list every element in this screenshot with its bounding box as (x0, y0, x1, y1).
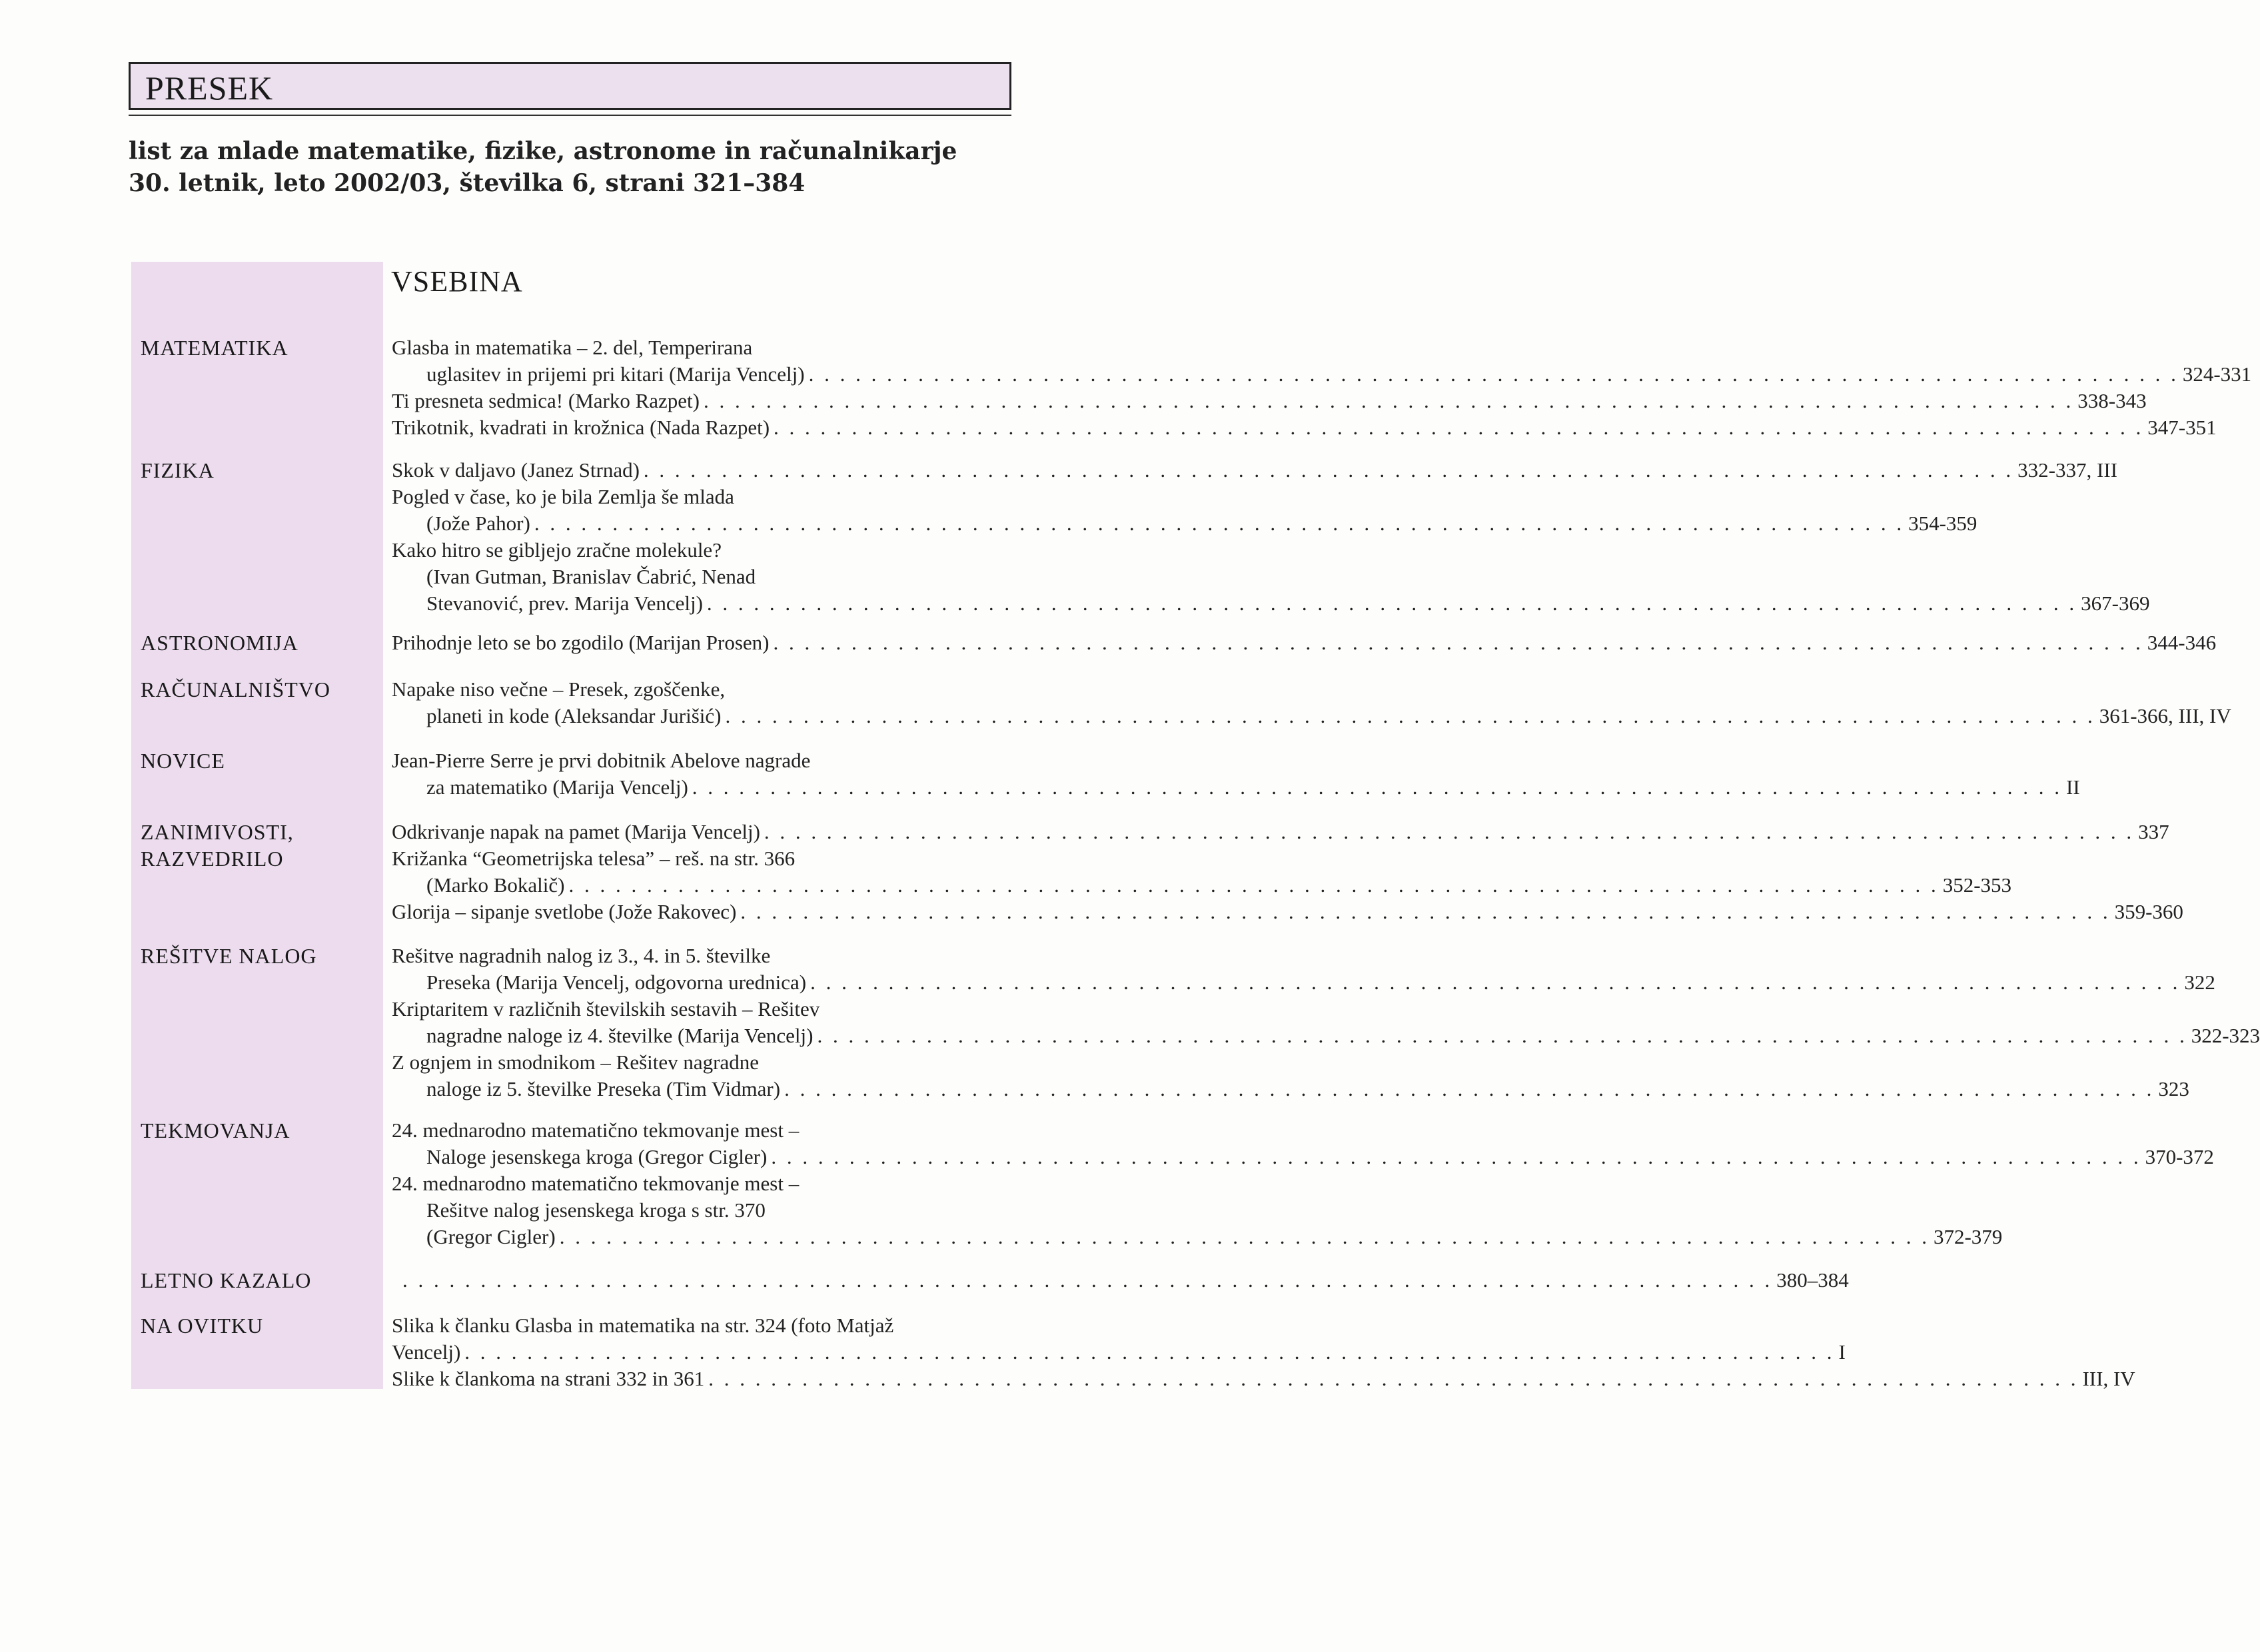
entry-pages: 344-346 (2147, 631, 2217, 654)
entry-title: nagradne naloge iz 4. številke (Marija Vencelj) (426, 1024, 814, 1047)
entry-pages: 323 (2158, 1077, 2189, 1100)
leader-dots: . . . . . . . . . . . . . . . . . . . . . . . . . . . . . . . . . . . . . . . . . . . . . . . . . . . . . . . . . . . . . . . . . . . . . . . . . . . . . . . . . . . . . . . . (725, 704, 2095, 727)
leader-dots: . . . . . . . . . . . . . . . . . . . . . . . . . . . . . . . . . . . . . . . . . . . . . . . . . . . . . . . . . . . . . . . . . . . . . . . . . . . . . . . . . . . . . . . . (817, 1024, 2187, 1047)
entry-title: Vencelj) (392, 1340, 461, 1364)
toc-line: Križanka “Geometrijska telesa” – reš. na str. 366 (392, 847, 796, 870)
subtitle-line-2: 30. letnik, leto 2002/03, številka 6, strani 321–384 (129, 169, 806, 197)
toc-entry (426, 590, 2150, 617)
toc-entry (392, 414, 2217, 441)
toc-line: 24. mednarodno matematično tekmovanje mest – (392, 1172, 800, 1195)
toc-line: 24. mednarodno matematično tekmovanje mest – (392, 1118, 800, 1142)
toc-line: Kriptaritem v različnih številskih sestavih – Rešitev (392, 997, 820, 1021)
entry-pages: II (2066, 775, 2080, 799)
toc-entry (392, 819, 2169, 845)
toc-entry (392, 388, 2147, 414)
leader-dots: . . . . . . . . . . . . . . . . . . . . . . . . . . . . . . . . . . . . . . . . . . . . . . . . . . . . . . . . . . . . . . . . . . . . . . . . . . . . . . . . . . . . . . . . (704, 389, 2074, 412)
leader-dots: . . . . . . . . . . . . . . . . . . . . . . . . . . . . . . . . . . . . . . . . . . . . . . . . . . . . . . . . . . . . . . . . . . . . . . . . . . . . . . . . . . . . . . . . (534, 512, 1905, 535)
leader-dots: . . . . . . . . . . . . . . . . . . . . . . . . . . . . . . . . . . . . . . . . . . . . . . . . . . . . . . . . . . . . . . . . . . . . . . . . . . . . . . . . . . . . . . . . (706, 592, 2077, 615)
leader-dots: . . . . . . . . . . . . . . . . . . . . . . . . . . . . . . . . . . . . . . . . . . . . . . . . . . . . . . . . . . . . . . . . . . . . . . . . . . . . . . . . . . . . . . . . (568, 873, 1939, 897)
toc-entry (426, 1144, 2214, 1170)
leader-dots: . . . . . . . . . . . . . . . . . . . . . . . . . . . . . . . . . . . . . . . . . . . . . . . . . . . . . . . . . . . . . . . . . . . . . . . . . . . . . . . . . . . . . . . . (464, 1340, 1835, 1364)
entry-pages: 367-369 (2081, 592, 2150, 615)
contents-heading: VSEBINA (391, 265, 523, 298)
entry-pages: 322 (2184, 971, 2215, 994)
entry-title: Trikotnik, kvadrati in krožnica (Nada Razpet) (392, 416, 770, 439)
entry-title: uglasitev in prijemi pri kitari (Marija Vencelj) (426, 362, 805, 386)
toc-entry (392, 1267, 1849, 1294)
entry-title: (Jože Pahor) (426, 512, 530, 535)
leader-dots: . . . . . . . . . . . . . . . . . . . . . . . . . . . . . . . . . . . . . . . . . . . . . . . . . . . . . . . . . . . . . . . . . . . . . . . . . . . . . . . . . . . . . . . . (771, 1145, 2141, 1168)
section-label: RAČUNALNIŠTVO (141, 677, 330, 701)
entry-pages: 324-331 (2182, 362, 2252, 386)
entry-pages: 347-351 (2147, 416, 2217, 439)
entry-title: planeti in kode (Aleksandar Jurišić) (426, 704, 722, 727)
entry-pages: 338-343 (2077, 389, 2147, 412)
leader-dots: . . . . . . . . . . . . . . . . . . . . . . . . . . . . . . . . . . . . . . . . . . . . . . . . . . . . . . . . . . . . . . . . . . . . . . . . . . . . . . . . . . . . . . . . (692, 775, 2063, 799)
toc-line: Rešitve nagradnih nalog iz 3., 4. in 5. številke (392, 944, 771, 967)
section-label: REŠITVE NALOG (141, 944, 317, 968)
toc-line: Slika k članku Glasba in matematika na str. 324 (foto Matjaž (392, 1314, 894, 1337)
leader-dots: . . . . . . . . . . . . . . . . . . . . . . . . . . . . . . . . . . . . . . . . . . . . . . . . . . . . . . . . . . . . . . . . . . . . . . . . . . . . . . . . . . . . . . . . (708, 1367, 2079, 1390)
entry-title: Skok v daljavo (Janez Strnad) (392, 458, 640, 482)
leader-dots: . . . . . . . . . . . . . . . . . . . . . . . . . . . . . . . . . . . . . . . . . . . . . . . . . . . . . . . . . . . . . . . . . . . . . . . . . . . . . . . . . . . . . . . . (402, 1268, 1773, 1292)
toc-entry (426, 1076, 2189, 1102)
toc-entry (392, 629, 2217, 656)
section-label: NOVICE (141, 749, 225, 773)
entry-pages: 354-359 (1908, 512, 1978, 535)
entry-title: Stevanović, prev. Marija Vencelj) (426, 592, 703, 615)
entry-title: Naloge jesenskega kroga (Gregor Cigler) (426, 1145, 768, 1168)
entry-title: Prihodnje leto se bo zgodilo (Marijan Prosen) (392, 631, 770, 654)
toc-line: Jean-Pierre Serre je prvi dobitnik Abelove nagrade (392, 749, 811, 772)
toc-entry (426, 1023, 2260, 1049)
entry-pages: 372-379 (1933, 1225, 2003, 1248)
leader-dots: . . . . . . . . . . . . . . . . . . . . . . . . . . . . . . . . . . . . . . . . . . . . . . . . . . . . . . . . . . . . . . . . . . . . . . . . . . . . . . . . . . . . . . . . (764, 820, 2135, 843)
toc-line: Z ognjem in smodnikom – Rešitev nagradne (392, 1050, 760, 1074)
leader-dots: . . . . . . . . . . . . . . . . . . . . . . . . . . . . . . . . . . . . . . . . . . . . . . . . . . . . . . . . . . . . . . . . . . . . . . . . . . . . . . . . . . . . . . . . (774, 416, 2144, 439)
section-label: ASTRONOMIJA (141, 631, 298, 655)
toc-entry (392, 457, 2117, 484)
entry-title: za matematiko (Marija Vencelj) (426, 775, 688, 799)
section-label: MATEMATIKA (141, 336, 288, 360)
entry-pages: 370-372 (2145, 1145, 2214, 1168)
section-label: FIZIKA (141, 458, 215, 482)
entry-pages: I (1838, 1340, 1846, 1364)
toc-line: Napake niso večne – Presek, zgoščenke, (392, 677, 726, 701)
journal-subtitle (129, 135, 1061, 199)
leader-dots: . . . . . . . . . . . . . . . . . . . . . . . . . . . . . . . . . . . . . . . . . . . . . . . . . . . . . . . . . . . . . . . . . . . . . . . . . . . . . . . . . . . . . . . . (740, 900, 2111, 923)
toc-entry (392, 899, 2183, 925)
entry-pages: III, IV (2082, 1367, 2135, 1390)
section-label: ZANIMIVOSTI, (141, 820, 294, 844)
masthead (129, 62, 1011, 110)
toc-line: Rešitve nalog jesenskega kroga s str. 370 (426, 1198, 766, 1222)
entry-title: (Gregor Cigler) (426, 1225, 556, 1248)
entry-title: naloge iz 5. številke Preseka (Tim Vidmar) (426, 1077, 781, 1100)
journal-title: PRESEK (145, 69, 274, 107)
entry-title: Preseka (Marija Vencelj, odgovorna urednica) (426, 971, 807, 994)
toc-line: Glasba in matematika – 2. del, Temperirana (392, 336, 753, 359)
entry-title: Glorija – sipanje svetlobe (Jože Rakovec) (392, 900, 737, 923)
subtitle-line-1: list za mlade matematike, fizike, astronome in računalnikarje (129, 137, 957, 165)
section-label: NA OVITKU (141, 1314, 264, 1338)
entry-pages: 352-353 (1942, 873, 2012, 897)
toc-entry (392, 1339, 1846, 1366)
entry-pages: 359-360 (2114, 900, 2183, 923)
entry-pages: 337 (2138, 820, 2169, 843)
toc-entry (426, 361, 2252, 388)
entry-pages: 322-323 (2191, 1024, 2260, 1047)
section-label: LETNO KAZALO (141, 1268, 312, 1292)
leader-dots: . . . . . . . . . . . . . . . . . . . . . . . . . . . . . . . . . . . . . . . . . . . . . . . . . . . . . . . . . . . . . . . . . . . . . . . . . . . . . . . . . . . . . . . . (784, 1077, 2155, 1100)
toc-entry (426, 703, 2231, 729)
leader-dots: . . . . . . . . . . . . . . . . . . . . . . . . . . . . . . . . . . . . . . . . . . . . . . . . . . . . . . . . . . . . . . . . . . . . . . . . . . . . . . . . . . . . . . . . (808, 362, 2179, 386)
leader-dots: . . . . . . . . . . . . . . . . . . . . . . . . . . . . . . . . . . . . . . . . . . . . . . . . . . . . . . . . . . . . . . . . . . . . . . . . . . . . . . . . . . . . . . . . (643, 458, 2014, 482)
toc-entry (426, 774, 2080, 801)
masthead-rule (129, 115, 1011, 116)
toc-entry (426, 1224, 2003, 1250)
entry-pages: 380–384 (1776, 1268, 1849, 1292)
toc-line: Kako hitro se gibljejo zračne molekule? (392, 538, 722, 562)
entry-title: Odkrivanje napak na pamet (Marija Vencelj) (392, 820, 760, 843)
section-label: RAZVEDRILO (141, 847, 284, 871)
entry-title: (Marko Bokalič) (426, 873, 565, 897)
entry-pages: 332-337, III (2017, 458, 2117, 482)
toc-entry (426, 872, 2012, 899)
leader-dots: . . . . . . . . . . . . . . . . . . . . . . . . . . . . . . . . . . . . . . . . . . . . . . . . . . . . . . . . . . . . . . . . . . . . . . . . . . . . . . . . . . . . . . . . (810, 971, 2181, 994)
section-label: TEKMOVANJA (141, 1118, 290, 1142)
entry-title: Slike k člankoma na strani 332 in 361 (392, 1367, 705, 1390)
entry-title: Ti presneta sedmica! (Marko Razpet) (392, 389, 700, 412)
leader-dots: . . . . . . . . . . . . . . . . . . . . . . . . . . . . . . . . . . . . . . . . . . . . . . . . . . . . . . . . . . . . . . . . . . . . . . . . . . . . . . . . . . . . . . . . (559, 1225, 1930, 1248)
toc-entry (392, 1366, 2135, 1392)
leader-dots: . . . . . . . . . . . . . . . . . . . . . . . . . . . . . . . . . . . . . . . . . . . . . . . . . . . . . . . . . . . . . . . . . . . . . . . . . . . . . . . . . . . . . . . . (773, 631, 2143, 654)
toc-line: Pogled v čase, ko je bila Zemlja še mlada (392, 485, 734, 508)
toc-line: (Ivan Gutman, Branislav Čabrić, Nenad (426, 565, 756, 588)
toc-entry (426, 969, 2215, 996)
entry-pages: 361-366, III, IV (2099, 704, 2231, 727)
toc-entry (426, 510, 1978, 537)
